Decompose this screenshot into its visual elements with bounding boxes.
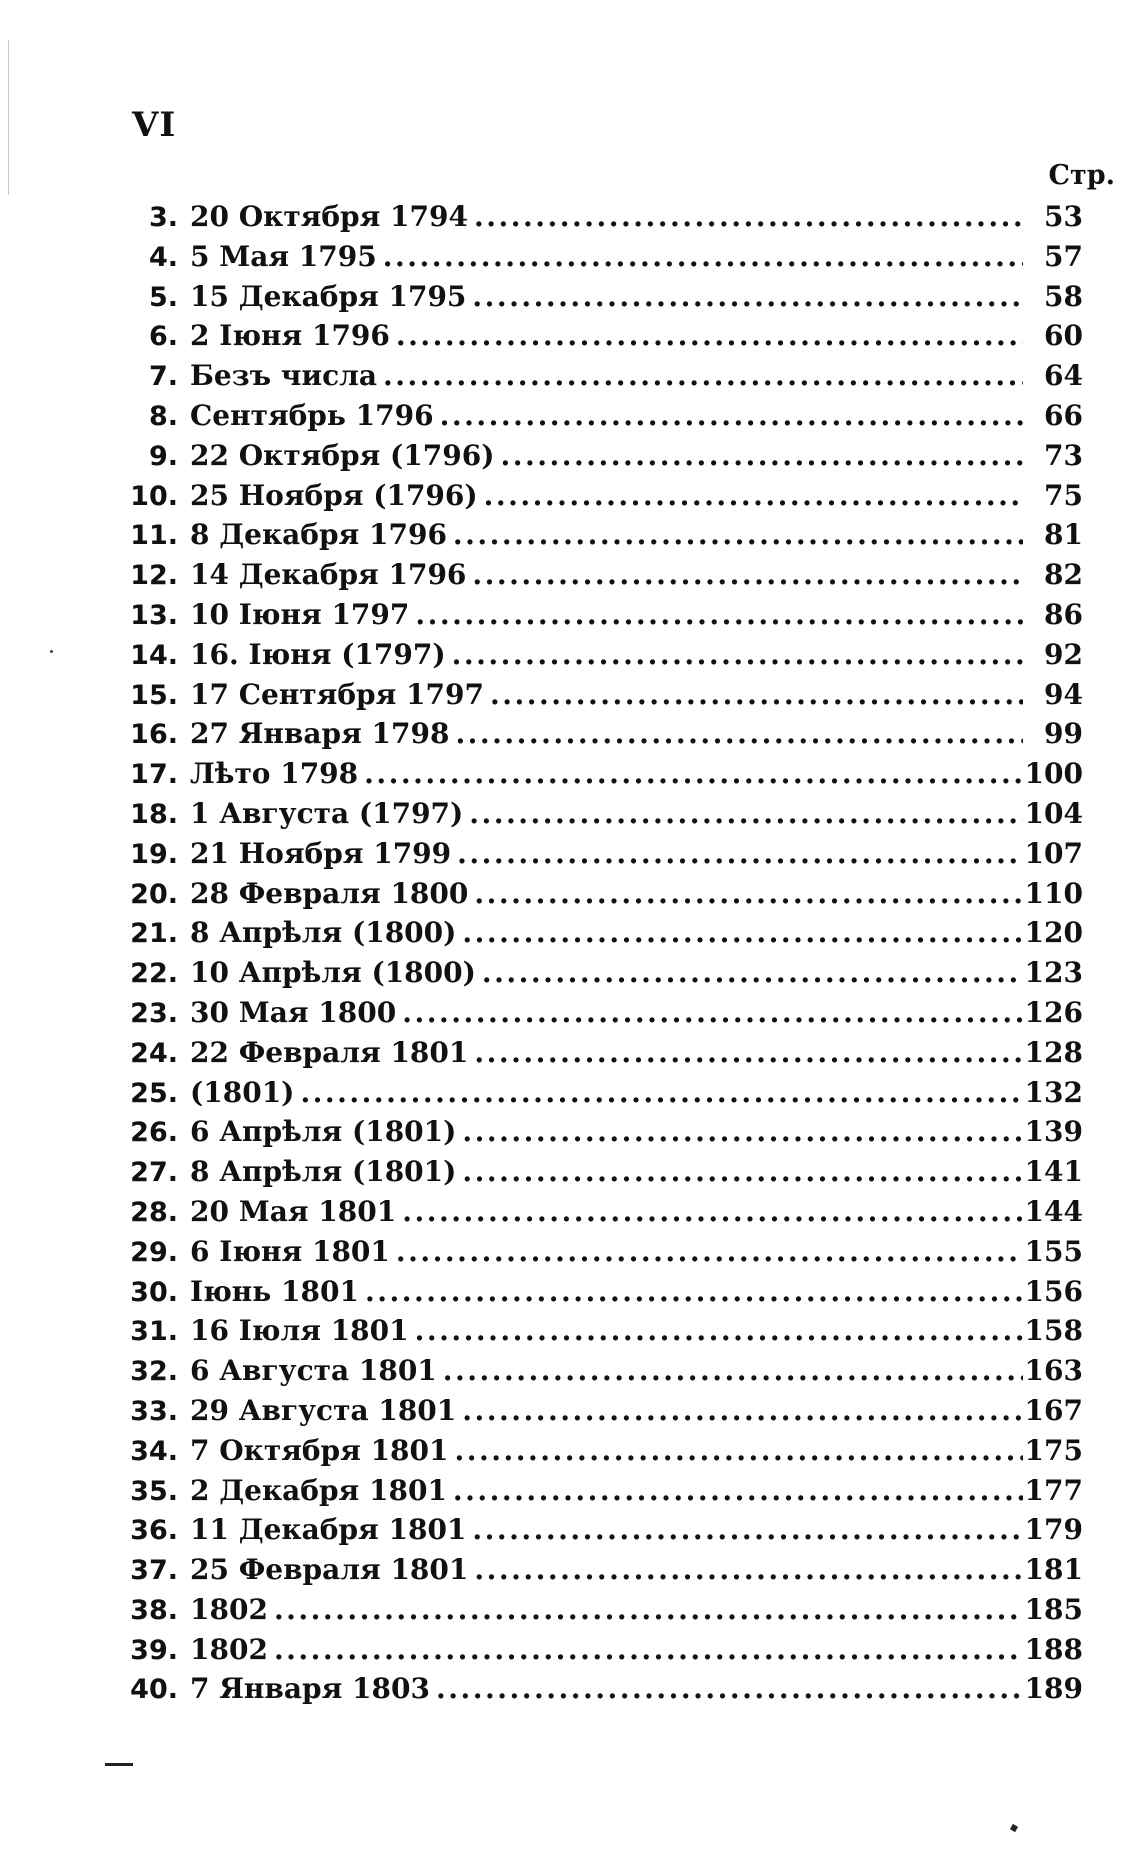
dot-leader (466, 555, 1023, 595)
toc-entry-title: 2 Декабря 1801 (190, 1473, 447, 1507)
toc-entry-page: 107 (1024, 836, 1083, 870)
toc-entry (128, 356, 1083, 396)
toc-entry-page: 123 (1024, 956, 1083, 990)
dot-leader (466, 1510, 1023, 1550)
scan-edge-line (8, 40, 9, 195)
toc-entry-page: 94 (1044, 677, 1083, 711)
dot-leader (446, 635, 1023, 675)
toc-entry (128, 874, 1083, 914)
toc-entry (128, 1311, 1083, 1351)
toc-entry-page: 163 (1024, 1354, 1083, 1388)
toc-entry-title: 8 Апрѣля (1800) (190, 916, 457, 950)
toc-entry-title: 14 Декабря 1796 (190, 558, 467, 592)
toc-entry-page: 158 (1024, 1314, 1083, 1348)
toc-entry (128, 1431, 1083, 1471)
toc-entry (128, 595, 1083, 635)
toc-entry-title: 6 Апрѣля (1801) (190, 1115, 457, 1149)
scan-speck (50, 650, 53, 653)
toc-entry-title: 1802 (190, 1592, 268, 1626)
toc-entry-number: 5. (148, 281, 178, 313)
toc-entry (128, 1351, 1083, 1391)
dot-leader (396, 993, 1023, 1033)
toc-entry-number: 9. (148, 440, 178, 472)
toc-entry-number: 15. (130, 679, 178, 711)
toc-entry (128, 834, 1083, 874)
dot-leader (268, 1590, 1023, 1630)
dot-leader (294, 1073, 1023, 1113)
toc-entry (128, 754, 1083, 794)
toc-entry-page: 82 (1044, 558, 1083, 592)
toc-entry-number: 25. (130, 1077, 178, 1109)
toc-entry-number: 18. (130, 798, 178, 830)
page-number: VI (132, 105, 177, 145)
toc-entry-page: 100 (1024, 757, 1083, 791)
toc-entry (128, 993, 1083, 1033)
toc-entry-title: (1801) (190, 1075, 295, 1109)
toc-entry-title: 16 Іюля 1801 (190, 1314, 409, 1348)
dot-leader (409, 1311, 1023, 1351)
toc-entry (128, 1192, 1083, 1232)
toc-entry-title: Іюнь 1801 (190, 1274, 359, 1308)
toc-entry-page: 99 (1044, 717, 1083, 751)
toc-entry (128, 197, 1083, 237)
toc-entry-number: 32. (130, 1356, 178, 1388)
toc-entry-page: 155 (1024, 1234, 1083, 1268)
toc-entry-page: 86 (1044, 597, 1083, 631)
dot-leader (451, 834, 1023, 874)
toc-entry-title: 25 Февраля 1801 (190, 1553, 469, 1587)
toc-entry-number: 36. (130, 1515, 178, 1547)
toc-entry-number: 10. (130, 480, 178, 512)
toc-entry-number: 23. (130, 997, 178, 1029)
toc-entry-number: 20. (130, 878, 178, 910)
toc-entry-page: 81 (1044, 518, 1083, 552)
dot-leader (377, 356, 1023, 396)
toc-entry-page: 167 (1024, 1393, 1083, 1427)
toc-entry-number: 26. (130, 1117, 178, 1149)
toc-entry-number: 30. (130, 1276, 178, 1308)
dot-leader (447, 1471, 1023, 1511)
toc-entry-page: 53 (1044, 200, 1083, 233)
toc-entry-page: 75 (1044, 478, 1083, 512)
toc-entry-number: 37. (130, 1555, 178, 1587)
toc-entry-title: 11 Декабря 1801 (190, 1513, 467, 1547)
dot-leader (463, 794, 1023, 834)
toc-entry (128, 1272, 1083, 1312)
toc-entry-page: 128 (1024, 1035, 1083, 1069)
scan-speck (1010, 1824, 1018, 1832)
dot-leader (476, 953, 1023, 993)
toc-entry-number: 17. (130, 759, 178, 791)
toc-entry-title: 20 Октября 1794 (190, 200, 468, 233)
toc-entry-title: 6 Августа 1801 (190, 1354, 437, 1388)
toc-entry-number: 11. (130, 520, 178, 552)
dot-leader (466, 277, 1023, 317)
toc-entry-title: 25 Ноября (1796) (190, 478, 478, 512)
dot-leader (456, 1152, 1023, 1192)
toc-entry (128, 237, 1083, 277)
toc-entry (128, 1550, 1083, 1590)
toc-entry-number: 24. (130, 1037, 178, 1069)
dot-leader (456, 1112, 1023, 1152)
toc-entry-title: 22 Октября (1796) (190, 438, 495, 472)
toc-entry-number: 27. (130, 1157, 178, 1189)
toc-entry-page: 92 (1044, 637, 1083, 671)
toc-entry (128, 1471, 1083, 1511)
toc-entry-page: 60 (1044, 319, 1083, 353)
dot-leader (478, 476, 1023, 516)
dot-leader (456, 913, 1023, 953)
toc-entry-title: 30 Мая 1800 (190, 995, 397, 1029)
toc-entry-title: 28 Февраля 1800 (190, 876, 469, 910)
dot-leader (268, 1630, 1023, 1670)
toc-entry (128, 1630, 1083, 1670)
dot-leader (447, 515, 1023, 555)
toc-entry-page: 181 (1024, 1553, 1083, 1587)
toc-entry-page: 110 (1024, 876, 1083, 910)
toc-entry-page: 126 (1024, 995, 1083, 1029)
toc-entry-number: 14. (130, 639, 178, 671)
toc-entry-page: 175 (1024, 1433, 1083, 1467)
toc-entry-page: 57 (1044, 239, 1083, 273)
toc-entry-title: 27 Января 1798 (190, 717, 450, 751)
toc-entry-title: 17 Сентября 1797 (190, 677, 484, 711)
toc-entry-number: 35. (130, 1475, 178, 1507)
toc-entry-number: 16. (130, 719, 178, 751)
toc-entry-number: 22. (130, 958, 178, 990)
toc-entry (128, 1073, 1083, 1113)
toc-entry-number: 40. (130, 1674, 178, 1706)
toc-entry-page: 141 (1024, 1155, 1083, 1189)
toc-entry (128, 953, 1083, 993)
toc-entry (128, 1152, 1083, 1192)
toc-entry-title: 1 Августа (1797) (190, 796, 464, 830)
toc-entry-number: 13. (130, 599, 178, 631)
dot-leader (430, 1669, 1023, 1709)
toc-entry-title: 29 Августа 1801 (190, 1393, 457, 1427)
toc-entry (128, 635, 1083, 675)
toc-entry-title: 10 Іюня 1797 (190, 597, 410, 631)
toc-entry-number: 33. (130, 1395, 178, 1427)
toc-entry-title: 22 Февраля 1801 (190, 1035, 469, 1069)
toc-entry-number: 19. (130, 838, 178, 870)
toc-entry (128, 1033, 1083, 1073)
toc-entry-number: 4. (148, 241, 178, 273)
dot-leader (484, 675, 1023, 715)
dot-leader (377, 237, 1023, 277)
toc-entry-title: 8 Декабря 1796 (190, 518, 447, 552)
toc-entry (128, 794, 1083, 834)
toc-entry-number: 8. (148, 400, 178, 432)
toc-entry-number: 34. (130, 1435, 178, 1467)
toc-entry-page: 73 (1044, 438, 1083, 472)
toc-entry-page: 66 (1044, 398, 1083, 432)
dot-leader (390, 316, 1023, 356)
toc-entry (128, 1590, 1083, 1630)
toc-entry-page: 185 (1024, 1592, 1083, 1626)
toc-entry-page: 179 (1024, 1513, 1083, 1547)
page-column-header: Стр. (1048, 160, 1115, 191)
toc-entry (128, 1112, 1083, 1152)
toc-entry (128, 277, 1083, 317)
toc-entry-page: 177 (1024, 1473, 1083, 1507)
footer-rule (105, 1763, 133, 1766)
toc-entry-number: 3. (148, 202, 178, 233)
toc-entry-title: 8 Апрѣля (1801) (190, 1155, 457, 1189)
toc-entry-number: 6. (148, 321, 178, 353)
toc-entry-page: 104 (1024, 796, 1083, 830)
toc-entry-page: 144 (1024, 1194, 1083, 1228)
toc-entry-title: 2 Іюня 1796 (190, 319, 390, 353)
toc-entry-title: Лѣто 1798 (190, 757, 359, 791)
toc-entry-number: 12. (130, 560, 178, 592)
dot-leader (434, 396, 1023, 436)
toc-entry-page: 58 (1044, 279, 1083, 313)
dot-leader (359, 1272, 1023, 1312)
toc-entry-title: 20 Мая 1801 (190, 1194, 397, 1228)
toc-entry-number: 39. (130, 1634, 178, 1666)
toc-entry-number: 7. (148, 361, 178, 393)
toc-entry-title: 21 Ноября 1799 (190, 836, 452, 870)
toc-entry (128, 555, 1083, 595)
table-of-contents (128, 197, 1083, 1709)
toc-entry-number: 29. (130, 1236, 178, 1268)
toc-entry-page: 120 (1024, 916, 1083, 950)
toc-entry-number: 28. (130, 1196, 178, 1228)
toc-entry-title: 10 Апрѣля (1800) (190, 956, 476, 990)
toc-entry (128, 515, 1083, 555)
toc-entry-page: 188 (1024, 1632, 1083, 1666)
toc-entry-page: 64 (1044, 359, 1083, 393)
toc-entry-number: 38. (130, 1594, 178, 1626)
toc-entry-page: 132 (1024, 1075, 1083, 1109)
dot-leader (409, 595, 1023, 635)
dot-leader (468, 197, 1023, 237)
toc-entry-number: 31. (130, 1316, 178, 1348)
toc-entry (128, 1391, 1083, 1431)
toc-entry (128, 476, 1083, 516)
toc-entry (128, 316, 1083, 356)
toc-entry (128, 675, 1083, 715)
toc-entry (128, 714, 1083, 754)
dot-leader (468, 874, 1023, 914)
toc-entry (128, 1510, 1083, 1550)
toc-entry-title: Безъ числа (190, 359, 378, 393)
toc-entry (128, 436, 1083, 476)
toc-entry (128, 1232, 1083, 1272)
dot-leader (449, 1431, 1024, 1471)
dot-leader (437, 1351, 1023, 1391)
toc-entry (128, 913, 1083, 953)
dot-leader (358, 754, 1023, 794)
toc-entry-title: 16. Іюня (1797) (190, 637, 446, 671)
dot-leader (396, 1192, 1023, 1232)
dot-leader (456, 1391, 1023, 1431)
toc-entry-page: 139 (1024, 1115, 1083, 1149)
dot-leader (468, 1033, 1023, 1073)
toc-entry-page: 156 (1024, 1274, 1083, 1308)
toc-entry-title: 1802 (190, 1632, 268, 1666)
dot-leader (494, 436, 1023, 476)
toc-entry-number: 21. (130, 918, 178, 950)
dot-leader (390, 1232, 1023, 1272)
toc-entry-page: 189 (1024, 1672, 1083, 1706)
dot-leader (449, 714, 1023, 754)
toc-entry-title: 5 Мая 1795 (190, 239, 377, 273)
toc-entry-title: 15 Декабря 1795 (190, 279, 467, 313)
toc-entry-title: Сентябрь 1796 (190, 398, 434, 432)
toc-entry-title: 7 Января 1803 (190, 1672, 430, 1706)
dot-leader (468, 1550, 1023, 1590)
toc-entry-title: 6 Іюня 1801 (190, 1234, 390, 1268)
toc-entry (128, 1669, 1083, 1709)
toc-entry (128, 396, 1083, 436)
toc-entry-title: 7 Октября 1801 (190, 1433, 449, 1467)
